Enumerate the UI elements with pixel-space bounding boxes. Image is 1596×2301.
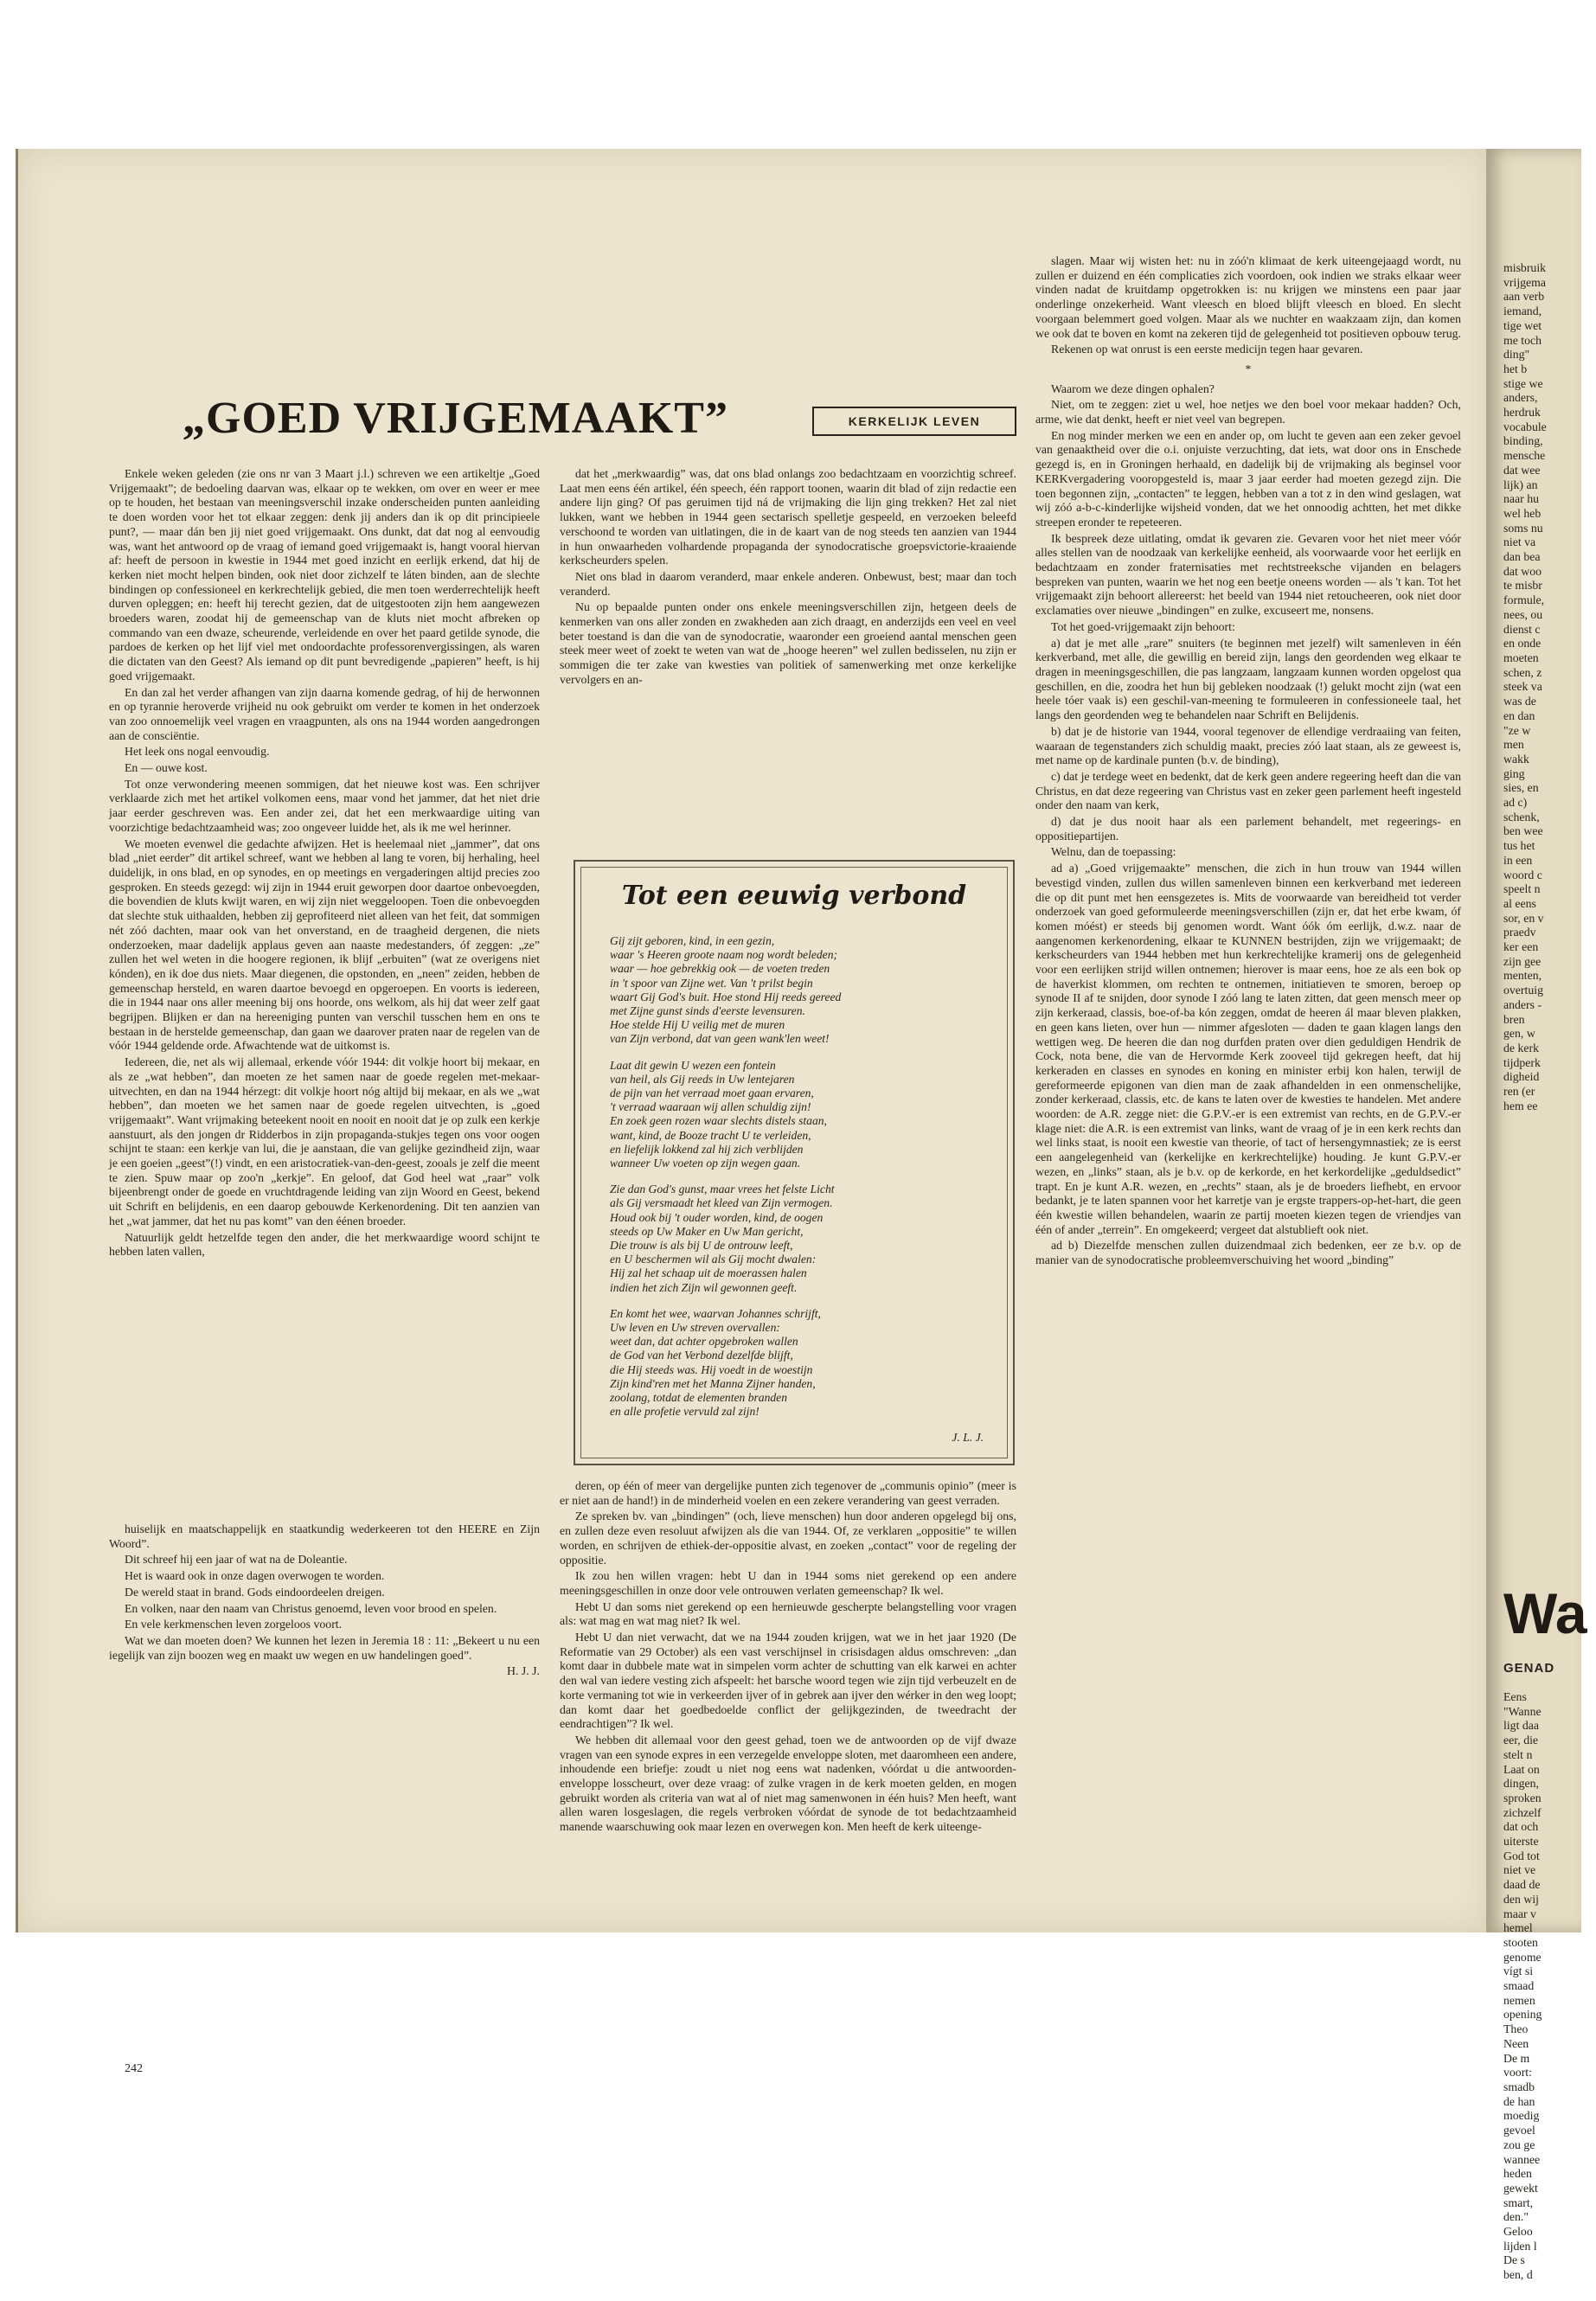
text-line: steek va (1503, 680, 1542, 694)
poem-line: want, kind, de Booze tracht U te verleiden, (610, 1128, 811, 1142)
text-line: zichzelf (1503, 1805, 1542, 1819)
text-line: was de (1503, 695, 1536, 708)
poem-line: zoolang, totdat de elementen branden (610, 1391, 788, 1405)
text-line: en dan (1503, 708, 1535, 722)
paragraph: deren, op één of meer van dergelijke punten zich tegenover de „communis opinio” (meer is er niet aan de hand!) in de minderheid voelen en een zekere verandering van geest verraden. (560, 1479, 1016, 1507)
text-line: opening (1503, 2008, 1542, 2022)
poem-line: en U beschermen wil als Gij mocht dwalen: (610, 1253, 817, 1266)
adjacent-page-text-bottom (1503, 1690, 1542, 2283)
text-line: schenk, (1503, 810, 1540, 824)
text-line: stooten (1503, 1935, 1538, 1949)
adjacent-page-subhead: GENAD (1503, 1661, 1555, 1676)
poem-line: van Zijn verbond, dat van geen wank'len weet! (610, 1032, 830, 1046)
paragraph: En vele kerkmenschen leven zorgeloos voort. (125, 1618, 343, 1631)
text-line: smaad (1503, 1979, 1535, 1993)
poem-line: Uw leven en Uw streven overvallen: (610, 1321, 780, 1335)
paragraph: Hebt U dan niet verwacht, dat we na 1944 zouden krijgen, wat we in het jaar 1920 (De Reformatie van 29 October) als een vast verschijnsel in crisisdagen aldus omschreven: „dan komt daar in dubbele mate wat in simpelen vorm achter de schutting van elk karwei en achter den wal van iedere vesting zich afspeelt: het barsche woord tegen wie zijn tijd verbeuzelt en de korte vermaning tot wie in verkeerden ijver of in gebrek aan ijver den wérker in den weg loopt; dan komt daar het goedbedoelde conflict der gelijkgezinden, de tweedracht der eendrachtigen”? Ik wel. (560, 1631, 1016, 1731)
text-line: heden (1503, 2167, 1532, 2181)
text-line: hemel (1503, 1921, 1533, 1935)
section-divider: * (1245, 362, 1252, 375)
poem-line: 't verraad waaraan wij allen schuldig zijn! (610, 1100, 811, 1114)
text-line: De m (1503, 2051, 1530, 2065)
text-line: nees, ou (1503, 607, 1543, 621)
paragraph: Hebt U dan soms niet gerekend op een hernieuwde gescherpte belangstelling voor vragen als: wat mag en wat mag niet? Ik wel. (560, 1599, 1016, 1628)
text-line: anders, (1503, 391, 1538, 405)
paragraph: Dit schreef hij een jaar of wat na de Doleantie. (125, 1553, 348, 1567)
paragraph: huiselijk en maatschappelijk en staatkundig wederkeeren tot den HEERE en Zijn Woord”. (109, 1522, 540, 1550)
text-line: tus het (1503, 839, 1535, 853)
text-line: niet va (1503, 535, 1536, 549)
paragraph: Ik zou hen willen vragen: hebt U dan in 1944 soms niet gerekend op een andere meeningsgeschillen in onze door vele ontrouwen verlaten gemeenschap? Ik wel. (560, 1569, 1016, 1597)
text-line: Laat on (1503, 1762, 1540, 1776)
text-line: ligt daa (1503, 1719, 1539, 1733)
text-line: mensche (1503, 449, 1546, 463)
text-line: bren (1503, 1012, 1525, 1026)
text-line: "ze w (1503, 723, 1531, 737)
article-column-2-bottom (560, 1479, 1016, 1836)
paragraph: Ze spreken bv. van „bindingen” (och, lieve menschen) hun door anderen opgelegd bij ons, en zullen deze even resoluut afwijzen als die van 1944. Of, ze verklaren „oppositie” te willen worden, en schrijven de ethiek-der-oppositie alvast, en zoeken „contact” voor de regeling der oppositie. (560, 1509, 1016, 1567)
paragraph: Enkele weken geleden (zie ons nr van 3 Maart j.l.) schreven we een artikeltje „Goed Vrijgemaakt”; de bedoeling daarvan was, elkaar op te wekken, om over en weer er mee op te houden, het bestaan van meeningsverschil inzake onderscheiden punten aanleiding te doen worden voor het tot elkaar zeggen: denk jij anders dan ik op dit principieele punt?, — maar dán ben jij niet goed vrijgemaakt. Ons dunkt, dat dat nog al eenvoudig was, want het antwoord op de vraag of iemand goed vrijgemaakt is, hangt vooral hiervan af: heeft de persoon in kwestie in 1944 met goed inzicht en eerlijk erkend, dat hij de kerken niet mocht helpen binden, ook niet door zichzelf te láten binden, aan de slechte bindingen op confessioneel en kerkrechtelijk gebied, die men toen werderrechtelijk heeft durven opleggen; en: heeft hij terecht gezien, dat de uitgestooten zijn hem aangewezen broeders waren, zoodat hij de gemeenschap van de kluts niet mocht afbreken op commando van een dwaze, scheurende, verleidende en over het paard getilde synode, die pardoes de kerken op het lijf viel met ondoordachte professorenvergissingen, als waren die dictaten van den Geest? Als iemand op dit punt bevredigende „papieren” heeft, is hij goed vrijgemaakt. (109, 467, 540, 683)
text-line: lijden l (1503, 2239, 1537, 2253)
article-column-2-top (560, 467, 1016, 689)
poem-line: met Zijne gunst sinds d'eerste levensuren. (610, 1004, 805, 1018)
text-line: men (1503, 738, 1524, 752)
poem-line: Zijn kind'ren met het Manna Zijner handen, (610, 1376, 816, 1390)
text-line: nemen (1503, 1993, 1535, 2007)
paragraph: Wat we dan moeten doen? We kunnen het lezen in Jeremia 18 : 11: „Bekeert u nu een iegelijk van zijn boozen weg en maakt uw wegen en uw handelingen goed”. (109, 1633, 540, 1662)
paragraph: Niet, om te zeggen: ziet u wel, hoe netjes we den boel voor mekaar hadden? Och, arme, wie dat denkt, heeft er niet veel van begrepen. (1035, 398, 1461, 426)
paragraph: De wereld staat in brand. Gods eindoordeelen dreigen. (125, 1585, 385, 1599)
paragraph: En nog minder merken we een en ander op, om lucht te geven aan een zeker gevoel van genaaktheid over die o.i. onjuiste verzuchting, dat iets, wat door ons in Enschede gezegd is, en in Groningen herhaald, en dadelijk bij de vrijmaking als beginsel voor KERKvergadering vooropgesteld is, maar 3 jaar eerder had moeten gezegd zijn. Die toen begonnen zijn, „contacten” te leggen, hebben van a tot z in den wind geslagen, wat wij zóó a-b-c-kinderlijke wijsheid vonden, dat we het onnoodig achtten, het met dikke streepen eronder te repeteeren. (1035, 428, 1461, 529)
poem-line: En komt het wee, waarvan Johannes schrijft, (610, 1306, 821, 1320)
text-line: God tot (1503, 1849, 1540, 1862)
text-line: woord c (1503, 868, 1542, 881)
text-line: daad de (1503, 1878, 1541, 1892)
paragraph: slagen. Maar wij wisten het: nu in zóó'n klimaat de kerk uiteengejaagd wordt, nu zullen er duizend en één complicaties zich voordoen, ook indien we straks elkaar weer vinden nadat de kruitdamp opgetrokken is: nu krijgen we minstens een paar jaar onderlinge onzekerheid. Want vleesch en bloed blijft vleesch en bloed. En slecht voorgaan belemmert goed volgen. Maar als we nuchter en waakzaam zijn, dan komen we ook dat te boven en komt na zekeren tijd de gelegenheid tot positieven opbouw terug. (1035, 254, 1461, 340)
paragraph: Het leek ons nogal eenvoudig. (125, 745, 270, 759)
text-line: naar hu (1503, 492, 1539, 506)
article-column-1-bottom (109, 1522, 540, 1681)
text-line: misbruik (1503, 261, 1547, 274)
text-line: sproken (1503, 1791, 1542, 1804)
paragraph: Het is waard ook in onze dagen overwogen te worden. (125, 1569, 385, 1583)
poem-line: steeds op Uw Maker en Uw Man gericht, (610, 1224, 804, 1238)
text-line: ben wee (1503, 824, 1543, 838)
poem-line: Hij zal het schaap uit de moerassen halen (610, 1266, 807, 1280)
text-line: dat wee (1503, 463, 1541, 477)
text-line: aan verb (1503, 290, 1545, 304)
text-line: vígt si (1503, 1965, 1534, 1978)
poem-line: indien het zich Zijn wil gewonnen geeft. (610, 1280, 798, 1294)
text-line: de kerk (1503, 1041, 1539, 1054)
poem-line: En zoek geen rozen waar slechts distels staan, (610, 1114, 827, 1128)
text-line: ben, d (1503, 2268, 1533, 2282)
text-line: moedig (1503, 2109, 1540, 2123)
text-line: het b (1503, 362, 1528, 375)
text-line: ding" (1503, 348, 1530, 362)
text-line: lijk) an (1503, 478, 1538, 491)
poem-line: in 't spoor van Zijne wet. Van 't prilst begin (610, 976, 813, 990)
text-line: ker een (1503, 940, 1539, 954)
paragraph: Nu op bepaalde punten onder ons enkele meeningsverschillen zijn, hetgeen deels de kenmerken van ons aller zonden en zwakheden aan zich draagt, en anderzijds een veel en veel beter toestand is dan die van de synodocratie, waaronder een groeiend aantal menschen geen steek meer weet of zoekt te weten van wat de „hooge heeren” wel zullen bedisselen, nu zijn er sommigen die ter zake van kwesties van politiek of samenwerking met onze kerkelijke vervolgers en an- (560, 600, 1016, 686)
text-line: smart, (1503, 2195, 1534, 2209)
poem-stanza (610, 1059, 990, 1171)
paragraph: Rekenen op wat onrust is een eerste medicijn tegen haar gevaren. (1051, 343, 1363, 356)
poem-line: waart Gij God's buit. Hoe stond Hij reeds gereed (610, 990, 842, 1003)
paragraph: a) dat je met alle „rare” snuiters (te beginnen met jezelf) wilt samenleven in één kerkverband, met alle, die gewillig en bereid zijn, langs den geordenden weg elkaar te dragen in meeningsgeschillen, die pas langzaam, langzaam kunnen worden opgelost qua geschillen, en die, zoodra het hun bij gebleken noodzaak (!) gelukt mocht zijn (wat een heele tóer vaak is) een geschil-van-meening te formuleeren in confessioneele taal, het langs den geordenden weg te behandelen naar Schrift en Belijdenis. (1035, 636, 1461, 722)
paragraph: En dan zal het verder afhangen van zijn daarna komende gedrag, of hij de herwonnen en op tyrannie heroverde vrijheid nu ook gebruikt om verder te komen in het onderzoek van zoo onnoemelijk veel vragen en vraagpunten, als ons na 1944 worden aangedrongen aan de consciëntie. (109, 685, 540, 742)
text-line: genome (1503, 1950, 1542, 1964)
text-line: moeten (1503, 651, 1539, 664)
text-line: zijn gee (1503, 954, 1542, 968)
text-line: maar v (1503, 1907, 1536, 1920)
text-line: overtuig (1503, 984, 1543, 997)
paragraph: We moeten evenwel die gedachte afwijzen. Het is heelemaal niet „jammer”, dat ons blad „niet eerder” dit artikel schreef, want we hebben al lang te voren, bij herhaling, heel duidelijk, in ons blad, en op synodes, en op meetings en vergaderingen altijd precies zoo gesproken. En steeds gezegd: wij zijn in 1944 eruit geworpen door daartoe onbevoegden, die bovendien de kluts kwijt waren, en wij zijn niet weggeloopen. Toen die onbevoegden dat slechte stuk uithaalden, hebben zij geprofiteerd niet alleen van het feit, dat sommigen nét zóó dachten, maar ook van het onverstand, en de traagheid dergenen, die niets onderzoeken, maar dadelijk applaus geven aan naaste medestanders, óf zeggen: „ze” zullen het wel weten in die hoogere regionen, ik blijf „erbuiten” (wat ze overigens niet kónden), en ik doe dus niets. Maar diegenen, die opstonden, en „neen” zeiden, hebben de gemeenschap hersteld, en waren daartoe bevoegd en opgeroepen. En voorts is iedereen, die in 1944 naar ons aller meening bij ons hoorde, ons welkom, als hij dat weer zelf gaat begrijpen. Blijken er dan na hereeniging punten van verschil tusschen hem en ons te bestaan in de herstelde gemeenschap, dan gaan we daarover praten naar de regelen van de vóór 1944 geldende orde. Afwachtende wat de uitkomst is. (109, 836, 540, 1053)
text-line: Eens (1503, 1690, 1527, 1703)
text-line: "Wanne (1503, 1704, 1542, 1718)
text-line: wannee (1503, 2152, 1541, 2166)
text-line: anders - (1503, 997, 1542, 1011)
text-line: den wij (1503, 1892, 1539, 1906)
text-line: ad c) (1503, 796, 1528, 810)
page-number: 242 (125, 2062, 143, 2075)
text-line: zou ge (1503, 2138, 1535, 2151)
text-line: eer, die (1503, 1734, 1539, 1747)
text-line: te misbr (1503, 579, 1542, 593)
paragraph: Iedereen, die, net als wij allemaal, erkende vóór 1944: dit volkje hoort bij mekaar, en als ze „wat hebben”, dan moeten ze het samen naar de goede regelen met-mekaar-uitvechten, en dan na 1944 hérzegt: dit volkje hoort nóg altijd bij mekaar, en als we „wat hebben”, dan moeten we het samen naar de goede regelen uitvechten, is „goed vrijgemaakt”. Want vrijmaking beteekent nooit en nooit en nooit dat je op zulk een kerkje aanstuurt, als den jongen dr Ridderbos in zijn propaganda-stukjes tegen ons voor oogen schijnt te staan: een kerkje van lui, die je aanstaan, die van gelijke gezindheid zijn, waar je een goeien „geest”(!) vindt, en een aristocratiek-van-den-geest, zooals je zelf die meent te zien. Spuw maar op zoo'n „kerkje”. En geloof, dat God heel wat „raar” volk bijeenbrengt onder de goede en vruchtdragende leiding van zijn Woord en Geest, bekend uit Schrift en belijdenis, en een daarop gebouwde Kerkenordening. Dit ten aanzien van het „wat jammer, dat het nu pas komt” van den éénen broeder. (109, 1055, 540, 1227)
text-line: dan bea (1503, 550, 1541, 564)
paragraph: Waarom we deze dingen ophalen? (1051, 381, 1215, 395)
adjacent-page-text-top (1503, 261, 1547, 1113)
text-line: ren (er (1503, 1085, 1535, 1099)
text-line: niet ve (1503, 1863, 1536, 1877)
text-line: hem ee (1503, 1099, 1538, 1112)
text-line: dienst c (1503, 622, 1541, 636)
text-line: smadb (1503, 2080, 1535, 2093)
text-line: wel heb (1503, 506, 1542, 520)
text-line: speelt n (1503, 882, 1541, 896)
paragraph: En volken, naar den naam van Christus genoemd, leven voor brood en spelen. (125, 1601, 497, 1615)
text-line: digheid (1503, 1070, 1540, 1084)
poem-body (610, 934, 990, 1432)
poem-box (574, 860, 1015, 1465)
text-line: gewekt (1503, 2181, 1538, 2195)
paragraph: En — ouwe kost. (125, 761, 208, 775)
section-label: KERKELIJK LEVEN (812, 407, 1016, 436)
text-line: dat woo (1503, 564, 1542, 578)
text-line: iemand, (1503, 304, 1542, 318)
poem-line: van heil, als Gij reeds in Uw lentejaren (610, 1072, 795, 1086)
paragraph: ad b) Diezelfde menschen zullen duizendmaal zich bedenken, eer ze b.v. op de manier van de synodocratische probleemverschuiving het woord „binding” (1035, 1239, 1461, 1267)
text-line: en onde (1503, 637, 1542, 651)
text-line: praedv (1503, 926, 1536, 939)
text-line: stelt n (1503, 1747, 1533, 1761)
text-line: den." (1503, 2210, 1529, 2224)
text-line: formule, (1503, 593, 1545, 607)
text-line: Geloo (1503, 2225, 1533, 2239)
paragraph: We hebben dit allemaal voor den geest gehad, toen we de antwoorden op de vijf dwaze vragen van een synode expres in een verzegelde enveloppe sloten, met daaromheen een andere, inhoudende een briefje: zoudt u niet nog eens wat nadenken, vóórdat u die antwoorden-enveloppe losscheurt, over deze vraag: of zulke vragen in de kerk moeten gelden, en mogen gebruikt worden als criteria van wat al of niet mag samenwonen in één huis? Men heeft, want allen waren losgeslagen, die regels verbroken vóórdat de synode de tot bedachtzaamheid manende waarschuwing ook maar lezen en overwegen kon. Men heeft de kerk uiteenge- (560, 1733, 1016, 1834)
poem-line: en liefelijk lokkend zal hij zich verblijden (610, 1142, 804, 1156)
adjacent-page-headline: Wa (1503, 1581, 1587, 1645)
text-line: soms nu (1503, 521, 1543, 535)
poem-line: Laat dit gewin U wezen een fontein (610, 1058, 776, 1072)
poem-line: weet dan, dat achter opgebroken wallen (610, 1335, 798, 1349)
text-line: sor, en v (1503, 911, 1544, 925)
text-line: stige we (1503, 376, 1543, 390)
article-column-1 (109, 467, 540, 1261)
paragraph: Natuurlijk geldt hetzelfde tegen den ander, die het merkwaardige woord schijnt te hebben laten vallen, (109, 1230, 540, 1259)
poem-line: de God van het Verbond dezelfde blijft, (610, 1349, 793, 1362)
text-line: ging (1503, 766, 1525, 780)
poem-stanza (610, 1183, 990, 1295)
paragraph: d) dat je dus nooit haar als een parlement behandelt, met regeerings- en oppositiepartijen. (1035, 815, 1461, 843)
paragraph: Tot het goed-vrijgemaakt zijn behoort: (1051, 619, 1235, 633)
poem-stanza (610, 1307, 990, 1420)
text-line: me toch (1503, 333, 1542, 347)
text-line: vocabule (1503, 420, 1547, 433)
paragraph: b) dat je de historie van 1944, vooral tegenover de ellendige verdraaiing van feiten, waaraan de tegenstanders zich schuldig maakt, precies zóó laat staan, als ze geweest is, met name op de kardinale punten (b.v. de binding), (1035, 724, 1461, 767)
poem-line: de pijn van het verraad moet gaan ervaren, (610, 1086, 814, 1100)
poem-line: wanneer Uw voeten op zijn wegen gaan. (610, 1157, 801, 1170)
text-line: Neen (1503, 2036, 1529, 2050)
paragraph: ad a) „Goed vrijgemaakte” menschen, die zich in hun trouw van 1944 willen bevestigd vinden, zullen dus willen samenleven binnen een kerkverband met iedereen die op dit punt met hen eensgezetes is. Mits de voorwaarde van bereidheid tot verder onderzoek van goed geformuleerde meeningsverschillen (zijn er, dat het erbe kwam, óf komen móést) er steeds bij genomen wordt. Want óók óm eerlijk, d.w.z. naar de aangenomen kerkenordening, elkaar te KUNNEN bestrijden, zijn we vrijgemaakt; de kerkscheurders van 1944 hebben met hun kerkrechtelijke kramerij ons de gelegenheid voor een eerlijken strijd willen ontnemen; hierover is maar eens, hoe ze als een bok op de haverkist klommen, om rechten te ontnemen, initiatieven te smoren, beroep op synode II af te snijden, door synode I zóó lang te laten zitten, dat geen mensch meer op zijn kerkeraad, classis, boe-of-ba kón zeggen, omdat de heeren ál maar bleven plakken, en geen kans lieten, over hun — nimmer afgesloten — daden te gaan klagen langs den wettigen weg. De heeren die dan nog durfden praten over dien geduldigen Hendrik de Cock, nota bene, die van de Hervormde Kerk zooveel tijd gekregen heeft, dat hij kerkeraden en classes en synodes en koning en minister erbij kon halen, terwijl de gereformeerde epigonen van dien man de zaak afhandelden in een onmenschelijke, zonder kerkeraad, classis, etc. de kans te laten over de kwesties te handelen. Met andere woorden: de A.R. zegge niet: die G.P.V.-er is een extremist van rechts, en de G.P.V.-er klage niet: die A.R. is een extremist van links, want de vraag of je in een kerk rechts dan wel links staat, is nooit een kwestie van theorie, of tact of hersengymnastiek; ze is eerst een aangelegenheid van (kerkelijke en kerkrechtelijke) houding. Je kunt G.P.V.-er wezen, en „links” staan, als je b.v. op de kerkorde, en het kerkordelijke „geduldsedict” trapt. En je kunt A.R. wezen, en „rechts” staan, als je de broeders liefhebt, en ervoor bedankt, je te laten spannen voor het karretje van je ergste trappers-op-het-hart, die geen één kwestie willen behandelen, waarin ze partij moeten kiezen tegen de vriendjes van één of ander „terrein”. En omgekeerd; vergeet dat alstublieft ook niet. (1035, 862, 1461, 1236)
text-line: tige wet (1503, 318, 1542, 332)
poem-line: die Hij steeds was. Hij voedt in de woestijn (610, 1362, 813, 1376)
text-line: voort: (1503, 2066, 1532, 2080)
paragraph: Welnu, dan de toepassing: (1051, 845, 1176, 859)
author-signature: H. J. J. (507, 1664, 540, 1678)
text-line: in een (1503, 853, 1533, 867)
poem-line: waar — hoe gebrekkig ook — de voeten treden (610, 962, 830, 976)
text-line: uiterste (1503, 1835, 1539, 1849)
adjacent-page (1486, 149, 1587, 2282)
poem-line: Houd ook bij 't ouder worden, kind, de oogen (610, 1210, 824, 1224)
paragraph: Tot onze verwondering meenen sommigen, dat het nieuwe kost was. Een schrijver verklaarde zich met het artikel volkomen eens, maar vond het jammer, dat het niet drie jaar eerder geschreven was. Een ander zei, dat het een merkwaardige uiting van voorzichtige bedachtzaamheid was; zoo ongeveer luidde het, als ik me wel herinner. (109, 777, 540, 834)
paragraph: Ik bespreek deze uitlating, omdat ik gevaren zie. Gevaren voor het niet meer vóór alles stellen van de noodzaak van kerkelijke eenheid, als voorwaarde voor het eerlijk en bedachtzaam en zonder fraternisaties met rechtstreeksche vijanden en belagers bespreken van punten, waarin we het nog een beetje oneens worden — als 't kan. Tot het vrijgemaakt zijn behoort allereerst: het beeld van 1944 niet retoucheeren, ook niet door exclamaties over nieuwe „bindingen” en zulke, excuseert me, nonsens. (1035, 531, 1461, 618)
poem-signature: J. L. J. (952, 1431, 984, 1444)
text-line: gevoel (1503, 2124, 1535, 2138)
poem-line: Zie dan God's gunst, maar vrees het felste Licht (610, 1183, 835, 1196)
text-line: herdruk (1503, 406, 1541, 420)
text-line: schen, z (1503, 665, 1542, 679)
poem-stanza (610, 934, 990, 1047)
text-line: al eens (1503, 896, 1536, 910)
poem-line: als Gij versmaadt het kleed van Zijn vermogen. (610, 1196, 833, 1210)
text-line: vrijgema (1503, 275, 1547, 289)
newspaper-page (16, 149, 1489, 2075)
paragraph: Niet ons blad in daarom veranderd, maar enkele anderen. Onbewust, best; maar dan toch veranderd. (560, 569, 1016, 598)
text-line: binding, (1503, 434, 1543, 448)
poem-line: Gij zijt geboren, kind, in een gezin, (610, 934, 775, 947)
text-line: menten, (1503, 969, 1542, 983)
text-line: wakk (1503, 752, 1529, 766)
text-line: sies, en (1503, 781, 1539, 795)
text-line: dat och (1503, 1820, 1539, 1834)
paragraph: c) dat je terdege weet en bedenkt, dat de kerk geen andere regeering heeft dan die van Christus, en dat deze regeering van Christus vast en zeker geen parlement heeft ingesteld onder den naam van kerk, (1035, 769, 1461, 812)
poem-title: Tot een eeuwig verbond (621, 881, 967, 911)
text-line: gen, w (1503, 1027, 1535, 1041)
text-line: de han (1503, 2094, 1535, 2108)
poem-line: en alle profetie vervuld zal zijn! (610, 1405, 760, 1419)
text-line: Theo (1503, 2022, 1529, 2036)
poem-line: Die trouw is als bij U de ontrouw leeft, (610, 1239, 793, 1253)
poem-line: waar 's Heeren groote naam nog wordt beleden; (610, 948, 838, 962)
paragraph: dat het „merkwaardig” was, dat ons blad onlangs zoo bedachtzaam en voorzichtig schreef. Laat men eens één artikel, één speech, één rapport toonen, waarin dit blad of zijn redactie een andere lijn ging? Of pas geruimen tijd ná de vrijmaking die lijn ging trekken? Het zal niet lukken, want we hebben in 1944 geen sectarisch spelletje gespeeld, en verzoeken beleefd verschoond te worden van uitlatingen, die in de kaart van de nog steeds ten aanzien van 1944 in hun onwaarheden volhardende propaganda der synodocratische groepsvictorie-kraaiende kerkscheurders spelen. (560, 467, 1016, 567)
text-line: De s (1503, 2253, 1525, 2267)
article-title: „GOED VRIJGEMAAKT” (183, 394, 728, 443)
text-line: tijdperk (1503, 1055, 1541, 1069)
article-column-3 (1035, 254, 1461, 1270)
poem-line: Hoe stelde Hij U veilig met de muren (610, 1018, 785, 1032)
text-line: dingen, (1503, 1777, 1539, 1791)
